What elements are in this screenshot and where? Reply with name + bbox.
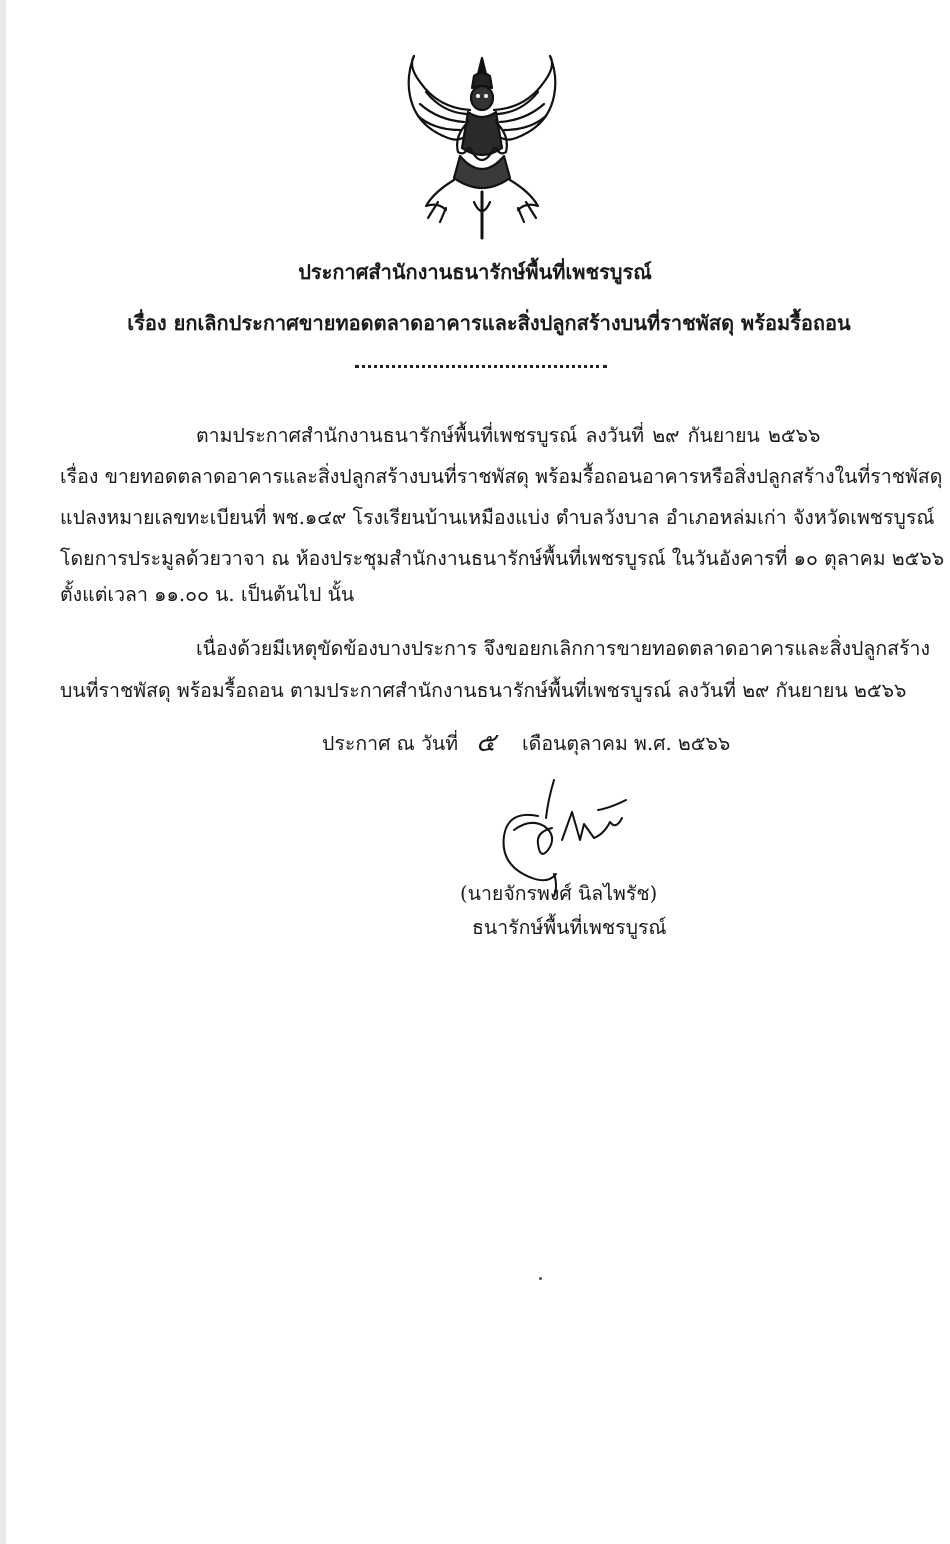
paragraph1-line2: เรื่อง ขายทอดตลาดอาคารและสิ่งปลูกสร้างบนที่ราชพัสดุ พร้อมรื้อถอนอาคารหรือสิ่งปลูกสร้างในที่ราชพัสดุ [60, 465, 943, 488]
paragraph1-line4: โดยการประมูลด้วยวาจา ณ ห้องประชุมสำนักงานธนารักษ์พื้นที่เพชรบูรณ์ ในวันอังคารที่ ๑๐ ตุลาคม ๒๕๖๖ [60, 547, 945, 570]
announcement-day-handwritten: ๕ [476, 728, 496, 758]
page-edge [0, 0, 6, 1544]
paragraph2-line2: บนที่ราชพัสดุ พร้อมรื้อถอน ตามประกาศสำนักงานธนารักษ์พื้นที่เพชรบูรณ์ ลงวันที่ ๒๙ กันยายน ๒๕๖๖ [60, 679, 907, 702]
garuda-emblem-icon [398, 52, 566, 242]
signer-title: ธนารักษ์พื้นที่เพชรบูรณ์ [472, 916, 667, 939]
paragraph2-line1: เนื่องด้วยมีเหตุขัดข้องบางประการ จึงขอยกเลิกการขายทอดตลาดอาคารและสิ่งปลูกสร้าง [196, 637, 931, 660]
announcement-month-year: เดือนตุลาคม พ.ศ. ๒๕๖๖ [522, 732, 731, 755]
announcement-date-prefix: ประกาศ ณ วันที่ [322, 732, 459, 755]
paragraph1-line3: แปลงหมายเลขทะเบียนที่ พช.๑๔๙ โรงเรียนบ้านเหมืองแบ่ง ตำบลวังบาล อำเภอหล่มเก่า จังหวัดเพชรบูรณ์ [60, 506, 935, 529]
paragraph1-line1: ตามประกาศสำนักงานธนารักษ์พื้นที่เพชรบูรณ์ ลงวันที่ ๒๙ กันยายน ๒๕๖๖ [196, 424, 821, 447]
announcement-title: ประกาศสำนักงานธนารักษ์พื้นที่เพชรบูรณ์ [298, 260, 652, 284]
signer-name: (นายจักรพงศ์ นิลไพรัช) [460, 882, 658, 905]
separator-dots [355, 365, 607, 368]
paragraph1-line5: ตั้งแต่เวลา ๑๑.๐๐ น. เป็นต้นไป นั้น [60, 583, 355, 606]
announcement-subject: เรื่อง ยกเลิกประกาศขายทอดตลาดอาคารและสิ่งปลูกสร้างบนที่ราชพัสดุ พร้อมรื้อถอน [127, 311, 851, 335]
scan-speck [539, 1277, 542, 1280]
